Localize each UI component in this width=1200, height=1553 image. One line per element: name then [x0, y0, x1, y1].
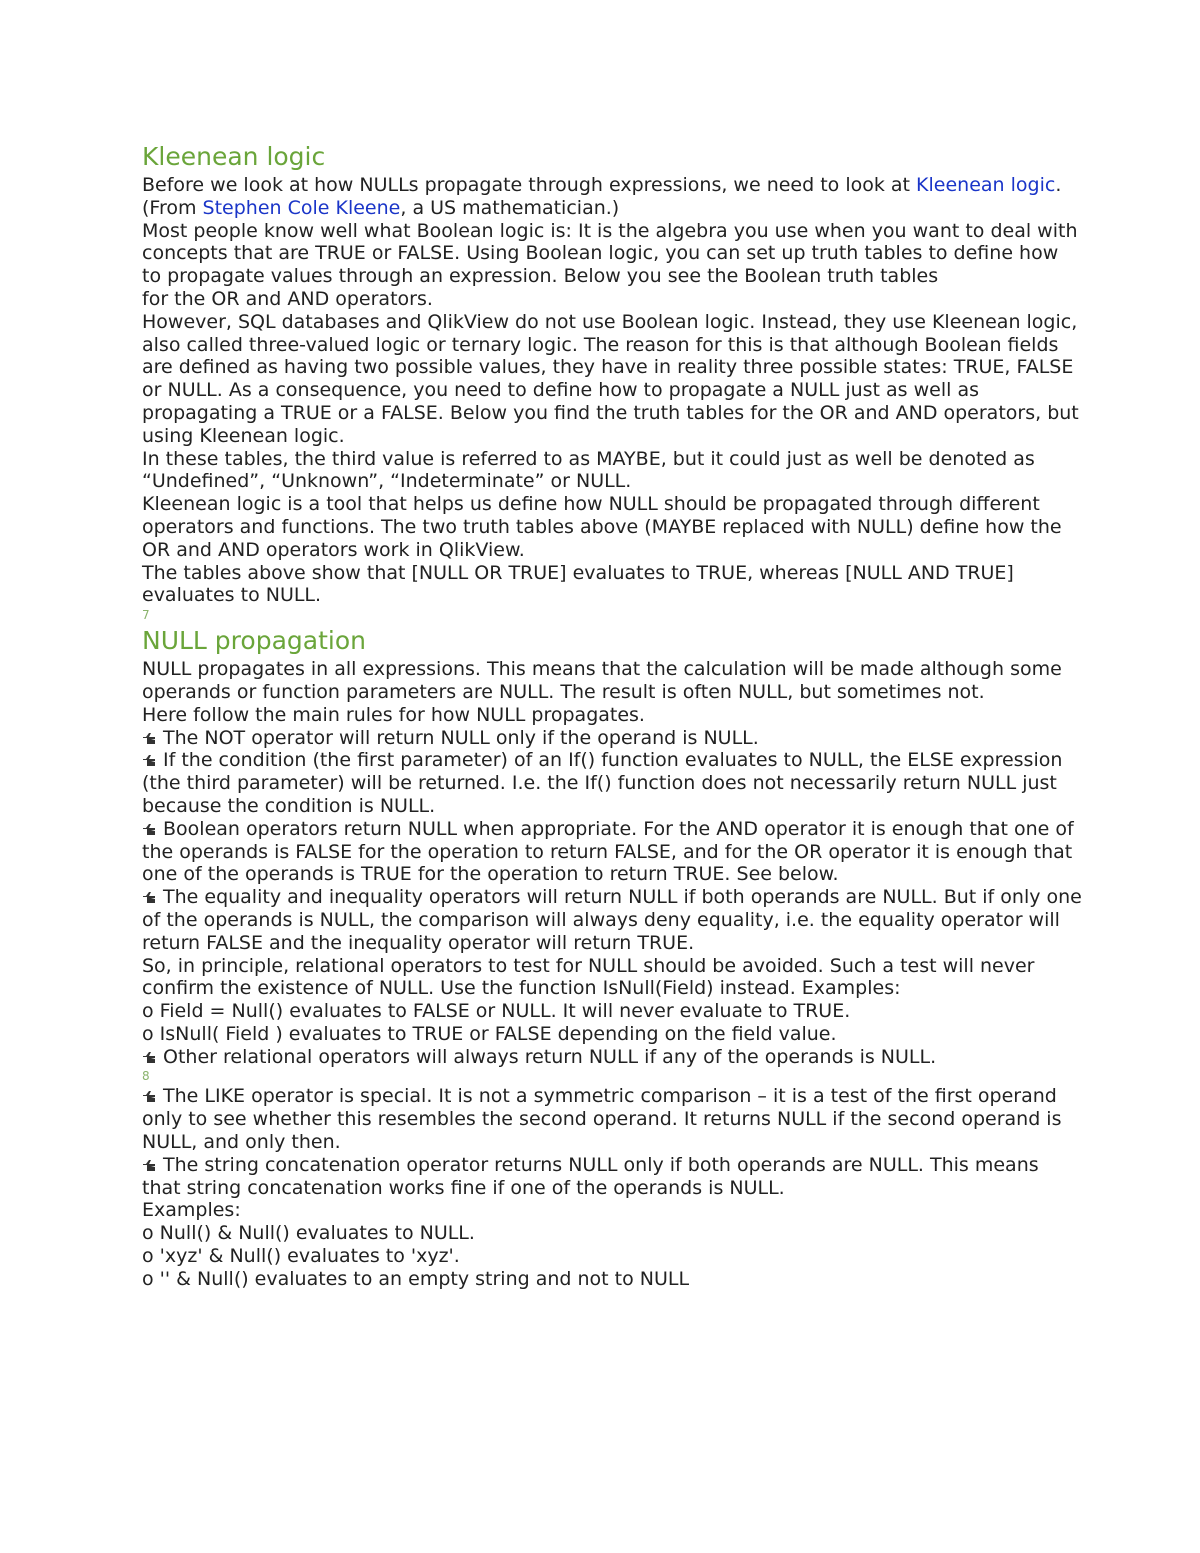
example-line: o 'xyz' & Null() evaluates to 'xyz'. [142, 1245, 460, 1268]
paragraph: Examples: [142, 1199, 241, 1222]
paragraph: operators and functions. The two truth tables above (MAYBE replaced with NULL) define how the OR and AND operators work in QlikView. [142, 515, 1062, 561]
pointing-hand-icon [142, 1051, 157, 1064]
text-span: . (From [142, 174, 1062, 219]
paragraph: NULL propagates in all expressions. This means that the calculation will be made although some operands or function parameters are NULL. The result is often NULL, but sometimes not. [142, 658, 1062, 703]
link-stephen-cole-kleene[interactable]: Stephen Cole Kleene [202, 196, 401, 219]
paragraph: However, SQL databases and QlikView do not use Boolean logic. Instead, they use Kleenean logic, also called three-valued logic or ternary logic. The reason for this is that although Boolean fields are defined as having two possible values, they have in reality three possible states: TRUE, FALSE or NULL. As a consequence, you need to define how to propagate a NULL just as well as propagating a TRUE or a FALSE. Below you find the truth tables for the OR and AND operators, but using Kleenean logic. [142, 310, 1079, 447]
bullet-item [142, 1046, 1082, 1069]
paragraph: In these tables, the third value is referred to as MAYBE, but it could just as well be denoted as [142, 447, 1035, 470]
text-span: , a US mathematician.) [400, 196, 620, 219]
link-kleenean-logic[interactable]: Kleenean logic [916, 174, 1056, 196]
pointing-hand-icon [142, 1159, 157, 1172]
paragraph: The tables above show that [NULL OR TRUE] evaluates to TRUE, whereas [NULL AND TRUE] evaluates to NULL. [142, 561, 1014, 607]
pointing-hand-icon [142, 754, 157, 767]
example-line: o IsNull( Field ) evaluates to TRUE or FALSE depending on the field value. [142, 1022, 837, 1045]
text-span: Before we look at how NULLs propagate through expressions, we need to look at [142, 174, 917, 196]
bullet-text: The string concatenation operator returns NULL only if both operands are NULL. This means that string concatenation works fine if one of the operands is NULL. [142, 1153, 1039, 1199]
page-number: 8 [142, 1069, 150, 1084]
paragraph: So, in principle, relational operators to test for NULL should be avoided. Such a test will never confirm the existence of NULL. Use the function IsNull(Field) instead. Examples: [142, 954, 1035, 1000]
bullet-item [142, 886, 1082, 954]
example-line: o Null() & Null() evaluates to NULL. [142, 1222, 475, 1245]
bullet-item [142, 727, 1082, 750]
example-line: o '' & Null() evaluates to an empty string and not to NULL [142, 1267, 690, 1290]
paragraph [142, 174, 1082, 220]
pointing-hand-icon [142, 823, 157, 836]
bullet-item [142, 749, 1082, 817]
example-line: o Field = Null() evaluates to FALSE or NULL. It will never evaluate to TRUE. [142, 1000, 851, 1023]
bullet-text: The equality and inequality operators will return NULL if both operands are NULL. But if only one of the operands is NULL, the comparison will always deny equality, i.e. the equality operator will return FALSE and the inequality operator will return TRUE. [142, 886, 1082, 954]
heading-null-propagation: NULL propagation [142, 626, 366, 656]
paragraph: “Undefined”, “Unknown”, “Indeterminate” or NULL. [142, 470, 632, 493]
bullet-text: The NOT operator will return NULL only if the operand is NULL. [163, 726, 759, 749]
bullet-text: Other relational operators will always return NULL if any of the operands is NULL. [163, 1045, 937, 1068]
pointing-hand-icon [142, 732, 157, 745]
bullet-item [142, 818, 1082, 886]
bullet-text: If the condition (the first parameter) of an If() function evaluates to NULL, the ELSE expression (the third parameter) will be returned. I.e. the If() function does not necessarily return NULL just because the condition is NULL. [142, 749, 1063, 817]
paragraph: Kleenean logic is a tool that helps us define how NULL should be propagated through different [142, 493, 1040, 516]
paragraph: Here follow the main rules for how NULL propagates. [142, 703, 645, 726]
bullet-text: Boolean operators return NULL when appropriate. For the AND operator it is enough that one of the operands is FALSE for the operation to return FALSE, and for the OR operator it is enough that one of the operands is TRUE for the operation to return TRUE. See below. [142, 817, 1074, 886]
paragraph: Most people know well what Boolean logic is: It is the algebra you use when you want to deal with concepts that are TRUE or FALSE. Using Boolean logic, you can set up truth tables to define how to propagate values through an expression. Below you see the Boolean truth tables [142, 219, 1078, 288]
paragraph: for the OR and AND operators. [142, 287, 433, 310]
pointing-hand-icon [142, 891, 157, 904]
bullet-text: The LIKE operator is special. It is not a symmetric comparison – it is a test of the first operand only to see whether this resembles the second operand. It returns NULL if the second operand is NULL, and only then. [142, 1085, 1062, 1154]
bullet-item [142, 1085, 1082, 1153]
document-page [142, 140, 1082, 1291]
page-number: 7 [142, 608, 150, 623]
pointing-hand-icon [142, 1090, 157, 1103]
heading-kleenean-logic: Kleenean logic [142, 142, 326, 171]
bullet-item [142, 1154, 1082, 1200]
